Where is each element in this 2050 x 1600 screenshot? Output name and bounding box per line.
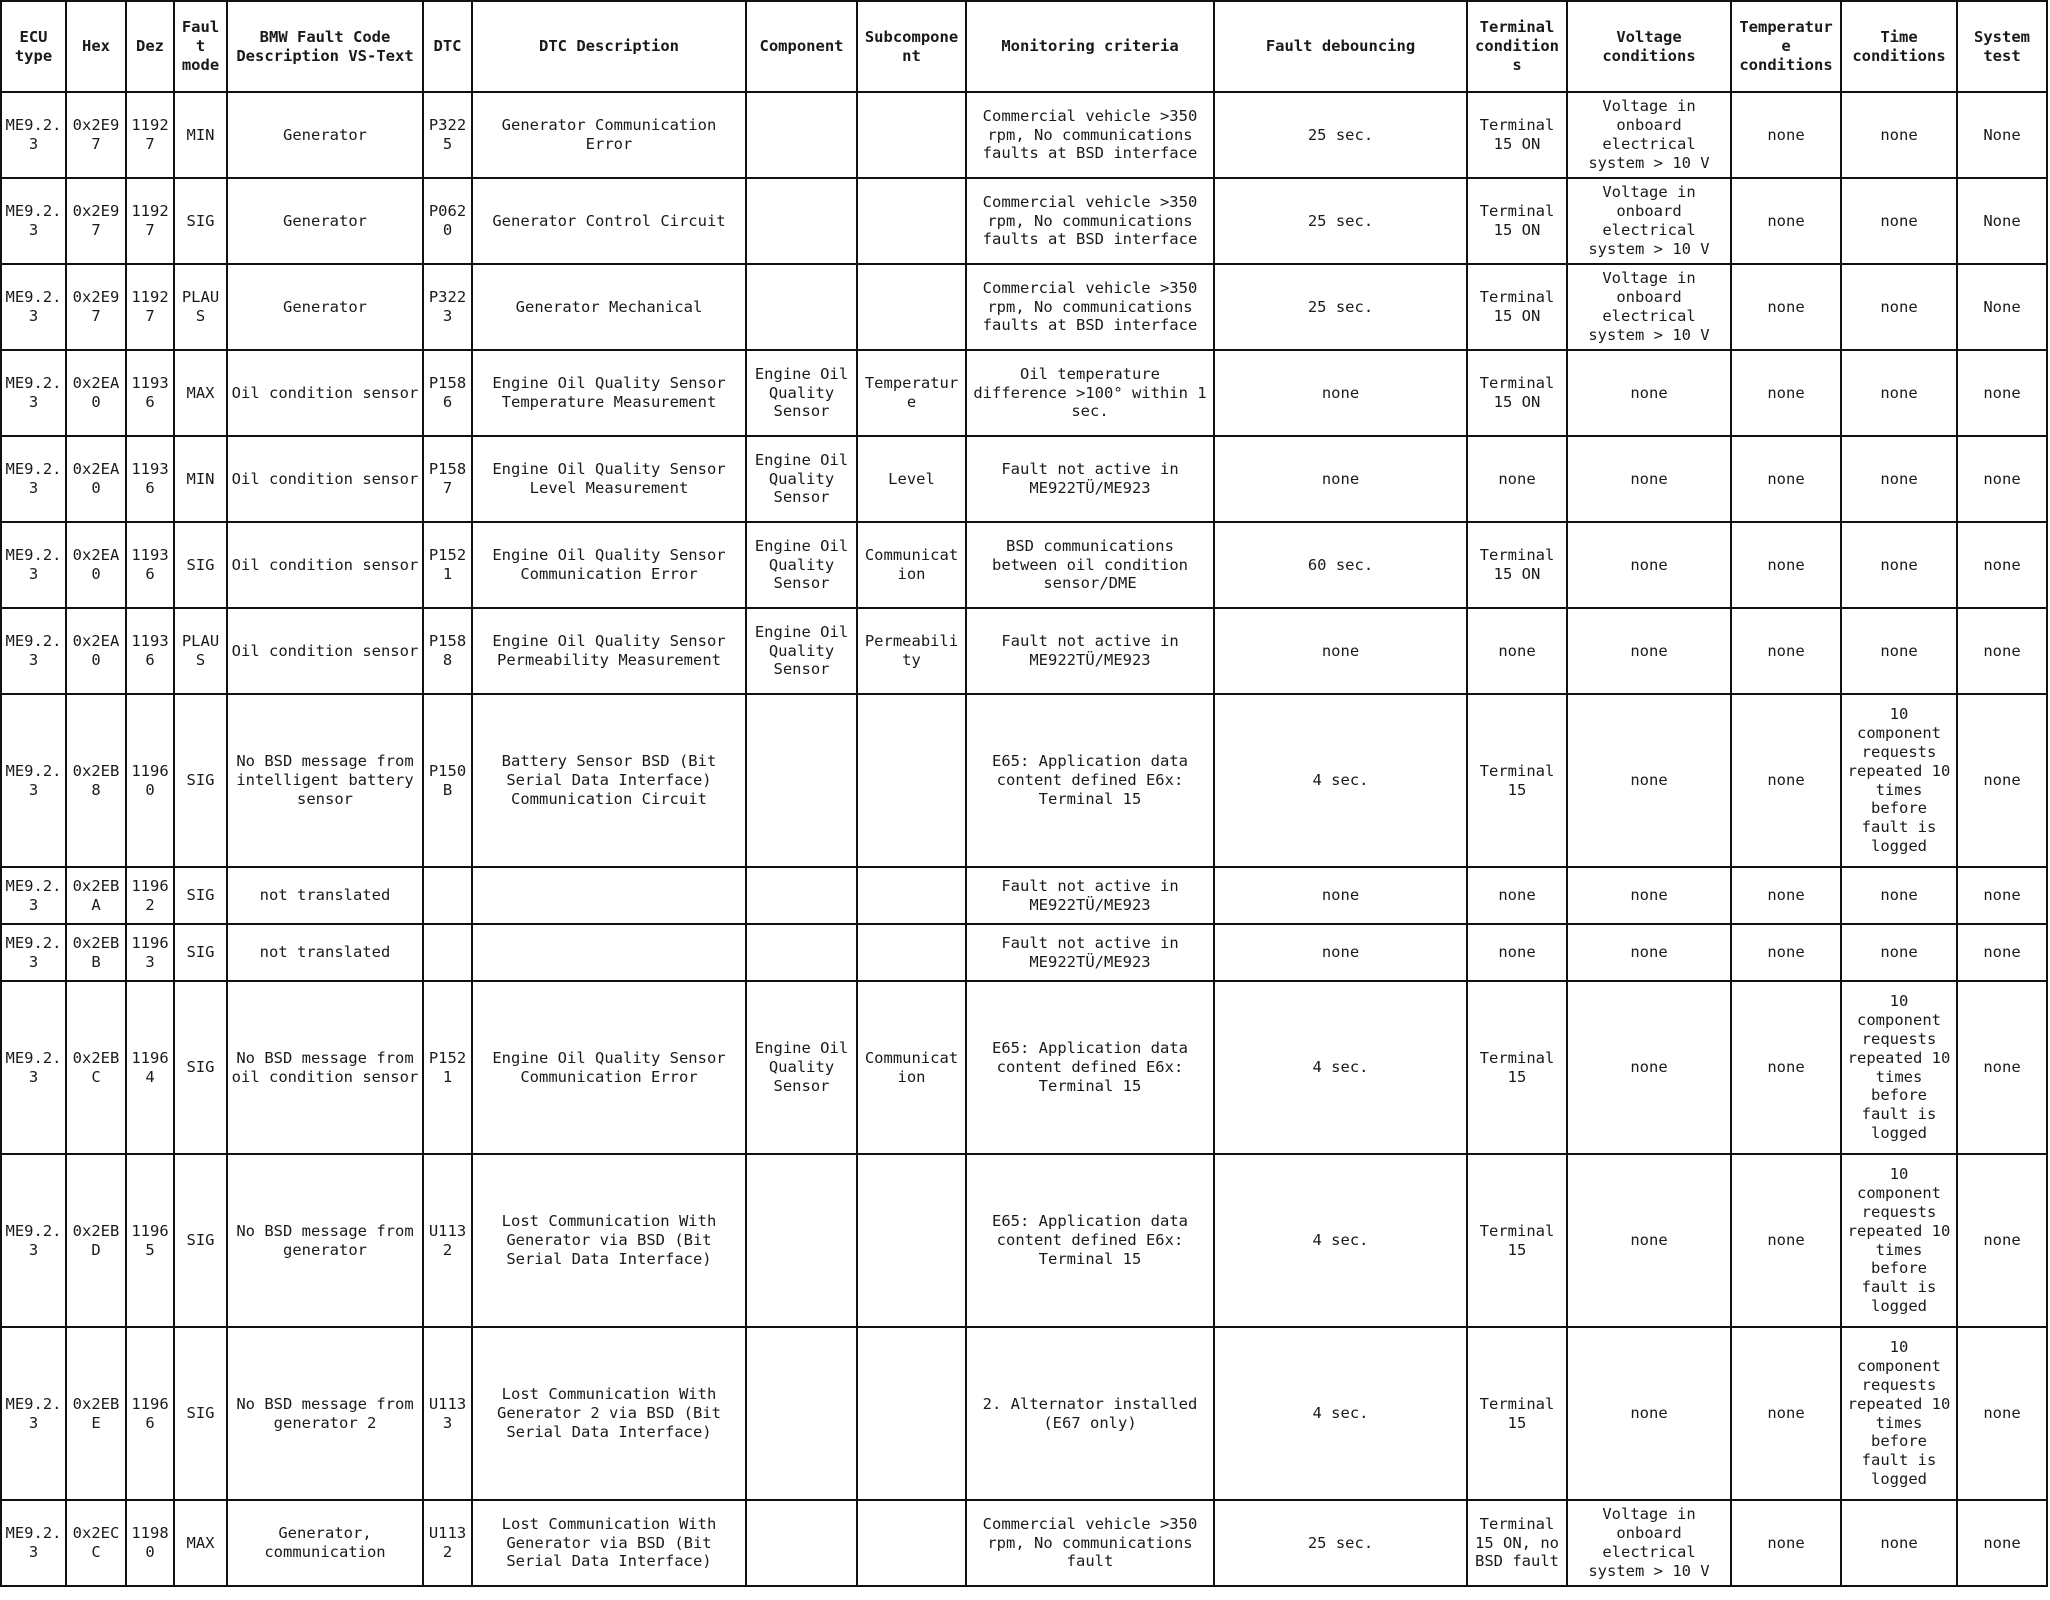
cell-fault-debouncing: 4 sec. xyxy=(1214,1327,1467,1500)
cell-subcomponent xyxy=(857,178,966,264)
cell-monitoring-criteria: E65: Application data content defined E6x: Terminal 15 xyxy=(966,981,1214,1154)
table-row xyxy=(1,924,2047,981)
cell-subcomponent: Temperature xyxy=(857,350,966,436)
table-row xyxy=(1,1154,2047,1327)
cell-dtc: P1586 xyxy=(423,350,472,436)
cell-hex: 0x2E97 xyxy=(66,178,126,264)
cell-dez: 11960 xyxy=(126,694,174,867)
cell-ecu-type: ME9.2.3 xyxy=(1,608,66,694)
cell-terminal-conditions: Terminal 15 ON xyxy=(1467,522,1567,608)
cell-voltage-conditions: none xyxy=(1567,1327,1731,1500)
cell-ecu-type: ME9.2.3 xyxy=(1,981,66,1154)
cell-system-test: none xyxy=(1957,1327,2047,1500)
cell-dtc-description xyxy=(472,924,746,981)
cell-dtc: P0620 xyxy=(423,178,472,264)
cell-monitoring-criteria: BSD communications between oil condition sensor/DME xyxy=(966,522,1214,608)
cell-subcomponent: Communication xyxy=(857,522,966,608)
cell-terminal-conditions: Terminal 15 ON xyxy=(1467,350,1567,436)
header-row xyxy=(1,1,2047,92)
cell-component xyxy=(746,694,857,867)
cell-bmw-description: Generator xyxy=(227,264,423,350)
cell-voltage-conditions: Voltage in onboard electrical system > 10 V xyxy=(1567,264,1731,350)
cell-subcomponent xyxy=(857,1500,966,1586)
cell-fault-mode: MAX xyxy=(174,350,227,436)
cell-temperature-conditions: none xyxy=(1731,92,1841,178)
header-system-test: System test xyxy=(1957,1,2047,92)
header-subcomponent: Subcomponent xyxy=(857,1,966,92)
cell-hex: 0x2E97 xyxy=(66,92,126,178)
cell-dez: 11927 xyxy=(126,178,174,264)
cell-dez: 11965 xyxy=(126,1154,174,1327)
cell-bmw-description: No BSD message from oil condition sensor xyxy=(227,981,423,1154)
cell-fault-debouncing: 25 sec. xyxy=(1214,264,1467,350)
cell-fault-mode: MIN xyxy=(174,92,227,178)
cell-bmw-description: Oil condition sensor xyxy=(227,608,423,694)
cell-time-conditions: none xyxy=(1841,867,1957,924)
cell-voltage-conditions: Voltage in onboard electrical system > 10 V xyxy=(1567,178,1731,264)
cell-voltage-conditions: none xyxy=(1567,694,1731,867)
header-hex: Hex xyxy=(66,1,126,92)
cell-component xyxy=(746,92,857,178)
cell-dtc-description: Engine Oil Quality Sensor Temperature Measurement xyxy=(472,350,746,436)
cell-voltage-conditions: Voltage in onboard electrical system > 10 V xyxy=(1567,1500,1731,1586)
cell-dtc xyxy=(423,867,472,924)
cell-ecu-type: ME9.2.3 xyxy=(1,867,66,924)
header-dtc-description: DTC Description xyxy=(472,1,746,92)
cell-terminal-conditions: Terminal 15 xyxy=(1467,1154,1567,1327)
cell-time-conditions: none xyxy=(1841,178,1957,264)
header-ecu-type: ECU type xyxy=(1,1,66,92)
header-dtc: DTC xyxy=(423,1,472,92)
cell-fault-mode: SIG xyxy=(174,924,227,981)
cell-dez: 11936 xyxy=(126,522,174,608)
cell-subcomponent: Permeability xyxy=(857,608,966,694)
cell-dtc: P1587 xyxy=(423,436,472,522)
cell-dtc-description xyxy=(472,867,746,924)
cell-system-test: none xyxy=(1957,350,2047,436)
cell-component xyxy=(746,1154,857,1327)
cell-fault-mode: SIG xyxy=(174,981,227,1154)
cell-system-test: None xyxy=(1957,264,2047,350)
cell-system-test: none xyxy=(1957,981,2047,1154)
cell-hex: 0x2EA0 xyxy=(66,608,126,694)
cell-monitoring-criteria: Fault not active in ME922TÜ/ME923 xyxy=(966,867,1214,924)
cell-bmw-description: Generator, communication xyxy=(227,1500,423,1586)
cell-component xyxy=(746,924,857,981)
cell-terminal-conditions: none xyxy=(1467,867,1567,924)
cell-temperature-conditions: none xyxy=(1731,1327,1841,1500)
cell-voltage-conditions: none xyxy=(1567,436,1731,522)
header-bmw-description: BMW Fault Code Description VS-Text xyxy=(227,1,423,92)
cell-time-conditions: 10 component requests repeated 10 times before fault is logged xyxy=(1841,694,1957,867)
cell-monitoring-criteria: Commercial vehicle >350 rpm, No communications faults at BSD interface xyxy=(966,178,1214,264)
cell-fault-debouncing: 4 sec. xyxy=(1214,694,1467,867)
header-fault-mode: Fault mode xyxy=(174,1,227,92)
cell-dez: 11964 xyxy=(126,981,174,1154)
cell-monitoring-criteria: Commercial vehicle >350 rpm, No communications faults at BSD interface xyxy=(966,264,1214,350)
cell-dez: 11927 xyxy=(126,264,174,350)
cell-voltage-conditions: none xyxy=(1567,608,1731,694)
cell-dtc: U1133 xyxy=(423,1327,472,1500)
cell-fault-debouncing: 60 sec. xyxy=(1214,522,1467,608)
cell-temperature-conditions: none xyxy=(1731,1500,1841,1586)
cell-subcomponent: Level xyxy=(857,436,966,522)
table-row xyxy=(1,350,2047,436)
cell-time-conditions: 10 component requests repeated 10 times before fault is logged xyxy=(1841,981,1957,1154)
table-row xyxy=(1,608,2047,694)
cell-dez: 11963 xyxy=(126,924,174,981)
cell-terminal-conditions: Terminal 15 xyxy=(1467,981,1567,1154)
cell-hex: 0x2ECC xyxy=(66,1500,126,1586)
cell-subcomponent xyxy=(857,924,966,981)
cell-monitoring-criteria: Fault not active in ME922TÜ/ME923 xyxy=(966,924,1214,981)
cell-terminal-conditions: Terminal 15 ON xyxy=(1467,92,1567,178)
cell-terminal-conditions: none xyxy=(1467,436,1567,522)
cell-dtc: P1588 xyxy=(423,608,472,694)
cell-dtc-description: Generator Control Circuit xyxy=(472,178,746,264)
cell-voltage-conditions: none xyxy=(1567,350,1731,436)
cell-system-test: none xyxy=(1957,436,2047,522)
cell-system-test: None xyxy=(1957,92,2047,178)
cell-fault-debouncing: none xyxy=(1214,608,1467,694)
cell-terminal-conditions: Terminal 15 ON xyxy=(1467,178,1567,264)
cell-fault-mode: PLAUS xyxy=(174,608,227,694)
header-terminal-conditions: Terminal conditions xyxy=(1467,1,1567,92)
cell-component xyxy=(746,1327,857,1500)
cell-bmw-description: No BSD message from generator xyxy=(227,1154,423,1327)
cell-voltage-conditions: none xyxy=(1567,1154,1731,1327)
cell-fault-debouncing: none xyxy=(1214,436,1467,522)
cell-system-test: none xyxy=(1957,924,2047,981)
cell-time-conditions: none xyxy=(1841,436,1957,522)
table-row xyxy=(1,694,2047,867)
cell-dtc-description: Lost Communication With Generator via BSD (Bit Serial Data Interface) xyxy=(472,1500,746,1586)
cell-temperature-conditions: none xyxy=(1731,178,1841,264)
cell-dez: 11936 xyxy=(126,436,174,522)
cell-dtc-description: Generator Mechanical xyxy=(472,264,746,350)
cell-ecu-type: ME9.2.3 xyxy=(1,436,66,522)
cell-bmw-description: Generator xyxy=(227,92,423,178)
cell-fault-mode: SIG xyxy=(174,1327,227,1500)
cell-fault-debouncing: 4 sec. xyxy=(1214,1154,1467,1327)
cell-fault-mode: SIG xyxy=(174,1154,227,1327)
cell-component xyxy=(746,1500,857,1586)
cell-system-test: none xyxy=(1957,867,2047,924)
cell-voltage-conditions: Voltage in onboard electrical system > 10 V xyxy=(1567,92,1731,178)
cell-system-test: none xyxy=(1957,1154,2047,1327)
cell-ecu-type: ME9.2.3 xyxy=(1,1500,66,1586)
cell-terminal-conditions: Terminal 15 ON, no BSD fault xyxy=(1467,1500,1567,1586)
cell-ecu-type: ME9.2.3 xyxy=(1,522,66,608)
cell-hex: 0x2EA0 xyxy=(66,350,126,436)
cell-dtc: P3223 xyxy=(423,264,472,350)
table-row xyxy=(1,264,2047,350)
cell-system-test: none xyxy=(1957,522,2047,608)
cell-component xyxy=(746,178,857,264)
header-temperature-conditions: Temperature conditions xyxy=(1731,1,1841,92)
cell-dtc-description: Engine Oil Quality Sensor Permeability Measurement xyxy=(472,608,746,694)
cell-bmw-description: Oil condition sensor xyxy=(227,350,423,436)
cell-dez: 11962 xyxy=(126,867,174,924)
cell-voltage-conditions: none xyxy=(1567,867,1731,924)
cell-ecu-type: ME9.2.3 xyxy=(1,178,66,264)
cell-dtc-description: Lost Communication With Generator via BSD (Bit Serial Data Interface) xyxy=(472,1154,746,1327)
cell-hex: 0x2EBE xyxy=(66,1327,126,1500)
cell-voltage-conditions: none xyxy=(1567,522,1731,608)
table-body xyxy=(1,92,2047,1586)
cell-fault-mode: MIN xyxy=(174,436,227,522)
cell-system-test: none xyxy=(1957,608,2047,694)
cell-terminal-conditions: none xyxy=(1467,608,1567,694)
cell-ecu-type: ME9.2.3 xyxy=(1,924,66,981)
cell-terminal-conditions: Terminal 15 xyxy=(1467,694,1567,867)
cell-component xyxy=(746,264,857,350)
cell-dtc-description: Generator Communication Error xyxy=(472,92,746,178)
cell-subcomponent xyxy=(857,264,966,350)
cell-temperature-conditions: none xyxy=(1731,436,1841,522)
cell-fault-mode: SIG xyxy=(174,522,227,608)
header-time-conditions: Time conditions xyxy=(1841,1,1957,92)
cell-dez: 11966 xyxy=(126,1327,174,1500)
header-voltage-conditions: Voltage conditions xyxy=(1567,1,1731,92)
cell-component: Engine Oil Quality Sensor xyxy=(746,436,857,522)
cell-hex: 0x2EBD xyxy=(66,1154,126,1327)
header-component: Component xyxy=(746,1,857,92)
cell-fault-debouncing: 25 sec. xyxy=(1214,178,1467,264)
cell-hex: 0x2EA0 xyxy=(66,522,126,608)
cell-time-conditions: none xyxy=(1841,1500,1957,1586)
cell-dez: 11980 xyxy=(126,1500,174,1586)
cell-system-test: none xyxy=(1957,1500,2047,1586)
cell-dez: 11936 xyxy=(126,350,174,436)
cell-fault-debouncing: 25 sec. xyxy=(1214,1500,1467,1586)
cell-time-conditions: none xyxy=(1841,92,1957,178)
cell-monitoring-criteria: Commercial vehicle >350 rpm, No communications faults at BSD interface xyxy=(966,92,1214,178)
cell-time-conditions: none xyxy=(1841,350,1957,436)
cell-hex: 0x2EBB xyxy=(66,924,126,981)
cell-component: Engine Oil Quality Sensor xyxy=(746,522,857,608)
cell-temperature-conditions: none xyxy=(1731,694,1841,867)
cell-component: Engine Oil Quality Sensor xyxy=(746,981,857,1154)
cell-temperature-conditions: none xyxy=(1731,981,1841,1154)
cell-hex: 0x2EBC xyxy=(66,981,126,1154)
cell-ecu-type: ME9.2.3 xyxy=(1,264,66,350)
cell-component xyxy=(746,867,857,924)
cell-time-conditions: 10 component requests repeated 10 times before fault is logged xyxy=(1841,1154,1957,1327)
cell-temperature-conditions: none xyxy=(1731,1154,1841,1327)
cell-bmw-description: not translated xyxy=(227,924,423,981)
cell-fault-debouncing: none xyxy=(1214,350,1467,436)
cell-monitoring-criteria: E65: Application data content defined E6x: Terminal 15 xyxy=(966,694,1214,867)
cell-fault-debouncing: none xyxy=(1214,924,1467,981)
cell-monitoring-criteria: 2. Alternator installed (E67 only) xyxy=(966,1327,1214,1500)
cell-ecu-type: ME9.2.3 xyxy=(1,1327,66,1500)
cell-temperature-conditions: none xyxy=(1731,924,1841,981)
cell-monitoring-criteria: Oil temperature difference >100° within 1 sec. xyxy=(966,350,1214,436)
cell-bmw-description: not translated xyxy=(227,867,423,924)
cell-hex: 0x2E97 xyxy=(66,264,126,350)
cell-bmw-description: Oil condition sensor xyxy=(227,436,423,522)
cell-bmw-description: Generator xyxy=(227,178,423,264)
cell-subcomponent xyxy=(857,92,966,178)
cell-fault-debouncing: 4 sec. xyxy=(1214,981,1467,1154)
cell-time-conditions: none xyxy=(1841,608,1957,694)
cell-temperature-conditions: none xyxy=(1731,264,1841,350)
cell-subcomponent xyxy=(857,694,966,867)
header-dez: Dez xyxy=(126,1,174,92)
cell-dtc: P150B xyxy=(423,694,472,867)
cell-subcomponent: Communication xyxy=(857,981,966,1154)
cell-dez: 11936 xyxy=(126,608,174,694)
cell-subcomponent xyxy=(857,867,966,924)
cell-fault-mode: SIG xyxy=(174,178,227,264)
cell-ecu-type: ME9.2.3 xyxy=(1,694,66,867)
cell-component: Engine Oil Quality Sensor xyxy=(746,350,857,436)
cell-time-conditions: none xyxy=(1841,924,1957,981)
cell-monitoring-criteria: E65: Application data content defined E6x: Terminal 15 xyxy=(966,1154,1214,1327)
cell-subcomponent xyxy=(857,1154,966,1327)
cell-hex: 0x2EBA xyxy=(66,867,126,924)
cell-fault-mode: SIG xyxy=(174,694,227,867)
cell-fault-mode: PLAUS xyxy=(174,264,227,350)
cell-temperature-conditions: none xyxy=(1731,350,1841,436)
cell-dtc-description: Engine Oil Quality Sensor Communication Error xyxy=(472,522,746,608)
cell-terminal-conditions: none xyxy=(1467,924,1567,981)
cell-time-conditions: 10 component requests repeated 10 times before fault is logged xyxy=(1841,1327,1957,1500)
cell-dtc: P1521 xyxy=(423,522,472,608)
cell-system-test: none xyxy=(1957,694,2047,867)
cell-bmw-description: Oil condition sensor xyxy=(227,522,423,608)
cell-subcomponent xyxy=(857,1327,966,1500)
cell-time-conditions: none xyxy=(1841,522,1957,608)
cell-fault-mode: SIG xyxy=(174,867,227,924)
cell-dtc: U1132 xyxy=(423,1500,472,1586)
cell-dtc xyxy=(423,924,472,981)
cell-dtc-description: Engine Oil Quality Sensor Communication Error xyxy=(472,981,746,1154)
cell-dez: 11927 xyxy=(126,92,174,178)
table-row xyxy=(1,522,2047,608)
cell-temperature-conditions: none xyxy=(1731,867,1841,924)
cell-ecu-type: ME9.2.3 xyxy=(1,350,66,436)
table-row xyxy=(1,1500,2047,1586)
cell-ecu-type: ME9.2.3 xyxy=(1,92,66,178)
table-row xyxy=(1,92,2047,178)
cell-component: Engine Oil Quality Sensor xyxy=(746,608,857,694)
cell-system-test: None xyxy=(1957,178,2047,264)
cell-monitoring-criteria: Fault not active in ME922TÜ/ME923 xyxy=(966,608,1214,694)
table-row xyxy=(1,867,2047,924)
cell-dtc: P3225 xyxy=(423,92,472,178)
cell-dtc: P1521 xyxy=(423,981,472,1154)
cell-dtc-description: Engine Oil Quality Sensor Level Measurement xyxy=(472,436,746,522)
header-fault-debouncing: Fault debouncing xyxy=(1214,1,1467,92)
cell-temperature-conditions: none xyxy=(1731,522,1841,608)
cell-monitoring-criteria: Fault not active in ME922TÜ/ME923 xyxy=(966,436,1214,522)
cell-ecu-type: ME9.2.3 xyxy=(1,1154,66,1327)
table-row xyxy=(1,436,2047,522)
table-row xyxy=(1,178,2047,264)
cell-fault-debouncing: 25 sec. xyxy=(1214,92,1467,178)
cell-time-conditions: none xyxy=(1841,264,1957,350)
cell-bmw-description: No BSD message from intelligent battery sensor xyxy=(227,694,423,867)
cell-dtc-description: Lost Communication With Generator 2 via BSD (Bit Serial Data Interface) xyxy=(472,1327,746,1500)
cell-dtc: U1132 xyxy=(423,1154,472,1327)
cell-hex: 0x2EA0 xyxy=(66,436,126,522)
cell-fault-debouncing: none xyxy=(1214,867,1467,924)
cell-monitoring-criteria: Commercial vehicle >350 rpm, No communications fault xyxy=(966,1500,1214,1586)
table-row xyxy=(1,981,2047,1154)
cell-voltage-conditions: none xyxy=(1567,924,1731,981)
table-row xyxy=(1,1327,2047,1500)
cell-voltage-conditions: none xyxy=(1567,981,1731,1154)
cell-terminal-conditions: Terminal 15 ON xyxy=(1467,264,1567,350)
cell-hex: 0x2EB8 xyxy=(66,694,126,867)
cell-bmw-description: No BSD message from generator 2 xyxy=(227,1327,423,1500)
cell-fault-mode: MAX xyxy=(174,1500,227,1586)
header-monitoring-criteria: Monitoring criteria xyxy=(966,1,1214,92)
cell-temperature-conditions: none xyxy=(1731,608,1841,694)
cell-terminal-conditions: Terminal 15 xyxy=(1467,1327,1567,1500)
cell-dtc-description: Battery Sensor BSD (Bit Serial Data Interface) Communication Circuit xyxy=(472,694,746,867)
